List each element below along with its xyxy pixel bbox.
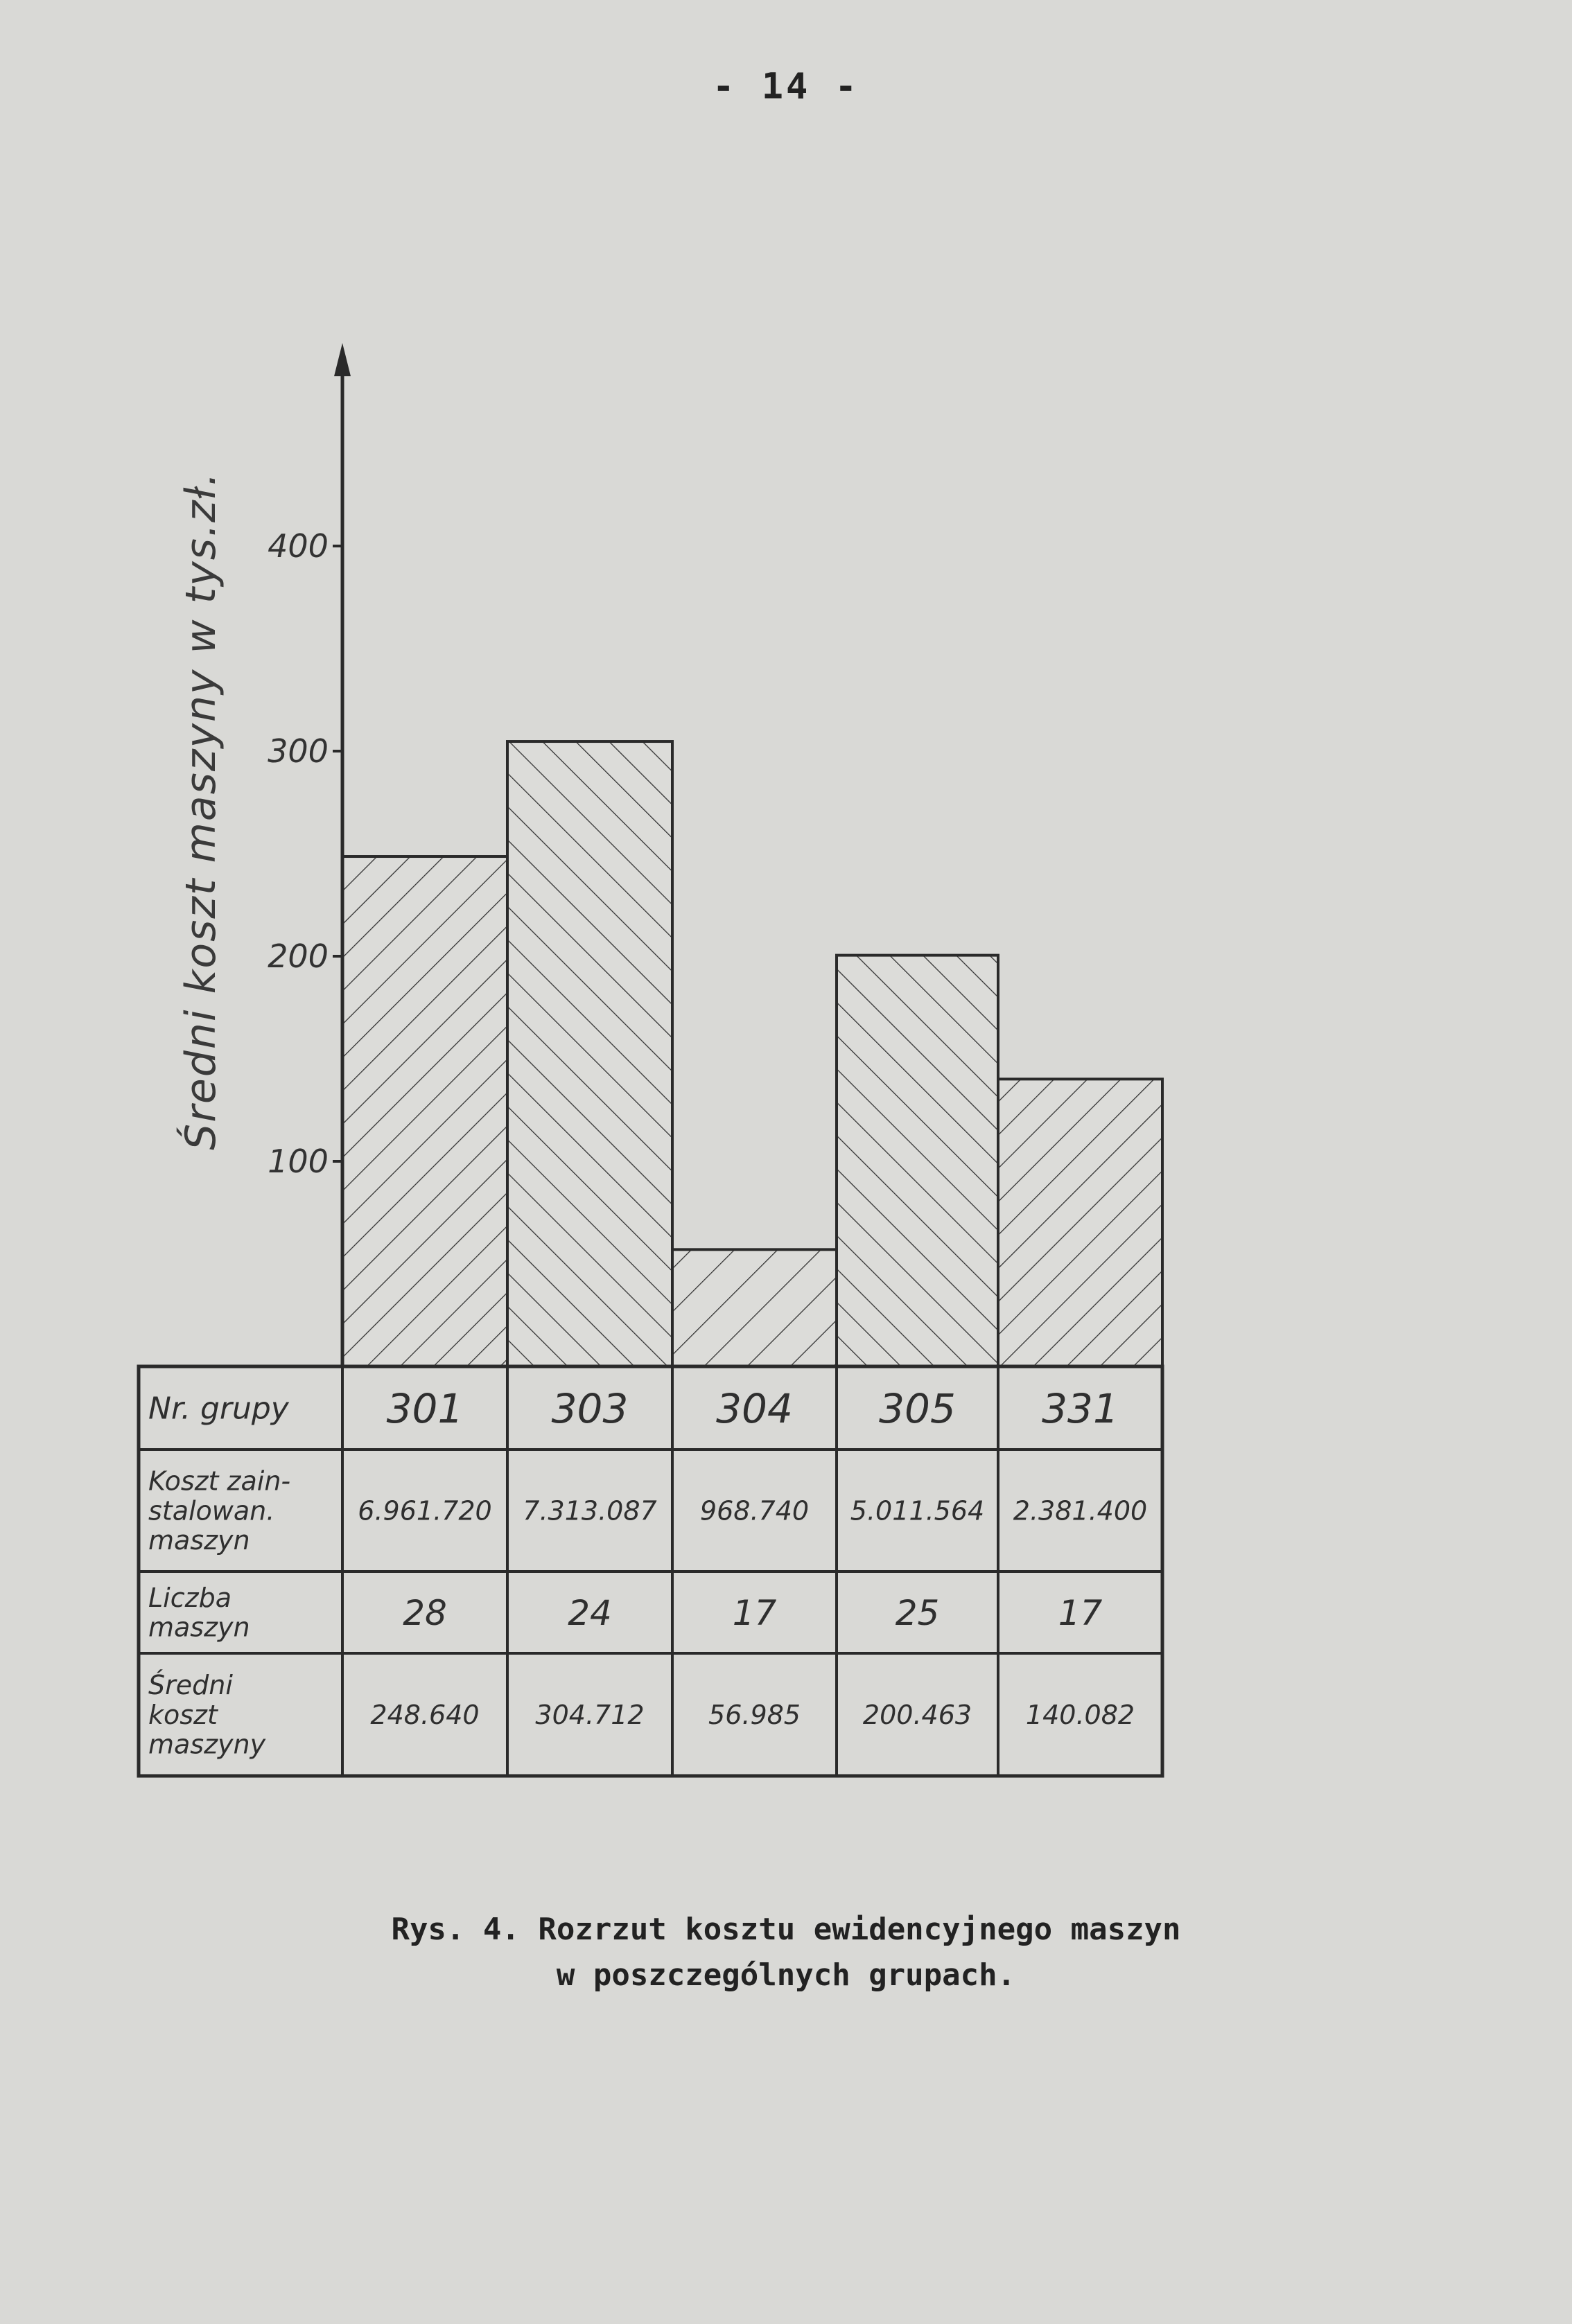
table-cell: 6.961.720: [358, 1495, 492, 1526]
caption-line-2: w poszczególnych grupach.: [556, 1957, 1016, 1993]
table-cell: 248.640: [370, 1700, 480, 1731]
table-cell: 5.011.564: [850, 1495, 985, 1526]
table-cell: 24: [568, 1593, 612, 1633]
bar-331: [998, 1079, 1162, 1366]
table-row-label: stalowan.: [148, 1495, 275, 1526]
y-tick-label-200: 200: [268, 937, 329, 975]
y-axis-arrow: [334, 343, 351, 376]
table-cell: 331: [1042, 1384, 1119, 1432]
table-cell: 301: [386, 1384, 464, 1432]
bar-301: [342, 856, 507, 1366]
table-cell: 28: [403, 1593, 447, 1633]
table-cell: 7.313.087: [523, 1495, 657, 1526]
caption-line-1: Rys. 4. Rozrzut kosztu ewidencyjnego maszyn: [391, 1912, 1181, 1947]
table-row-label: koszt: [148, 1699, 218, 1730]
y-ticks: [268, 527, 342, 1180]
page-number: - 14 -: [713, 66, 859, 107]
table-row-label: Liczba: [148, 1583, 232, 1614]
table-cell: 17: [732, 1593, 777, 1633]
table-row-label: Koszt zain-: [148, 1465, 291, 1497]
table-cell: 140.082: [1025, 1700, 1135, 1731]
table-cell: 200.463: [862, 1700, 972, 1731]
table-row-label: Średni: [148, 1670, 233, 1701]
table-row-label: maszyn: [148, 1524, 250, 1556]
table-row-label: maszyny: [148, 1729, 266, 1760]
table-row-label: Nr. grupy: [148, 1391, 289, 1427]
y-tick-label-400: 400: [268, 527, 329, 565]
table-row-label: maszyn: [148, 1612, 250, 1643]
bar-303: [507, 741, 672, 1366]
table-cell: 304: [716, 1384, 793, 1432]
table-cell: 2.381.400: [1013, 1495, 1148, 1526]
y-tick-label-100: 100: [268, 1143, 329, 1180]
bar-305: [837, 956, 998, 1366]
y-axis-label: Średni koszt maszyny w tys.zł.: [177, 471, 225, 1150]
table-cell: 25: [895, 1593, 940, 1633]
table-cell: 304.712: [535, 1700, 645, 1731]
table-cell: 17: [1058, 1593, 1103, 1633]
y-tick-label-300: 300: [268, 732, 329, 770]
table-cell: 56.985: [708, 1700, 801, 1731]
table-cell: 305: [879, 1384, 956, 1432]
figure-caption: [0, 1907, 1572, 1998]
bars-group: [342, 741, 1162, 1366]
table-cell: 968.740: [699, 1495, 810, 1526]
bar-304: [672, 1249, 837, 1366]
table-cell: 303: [551, 1384, 629, 1432]
data-table: [139, 1366, 1162, 1776]
